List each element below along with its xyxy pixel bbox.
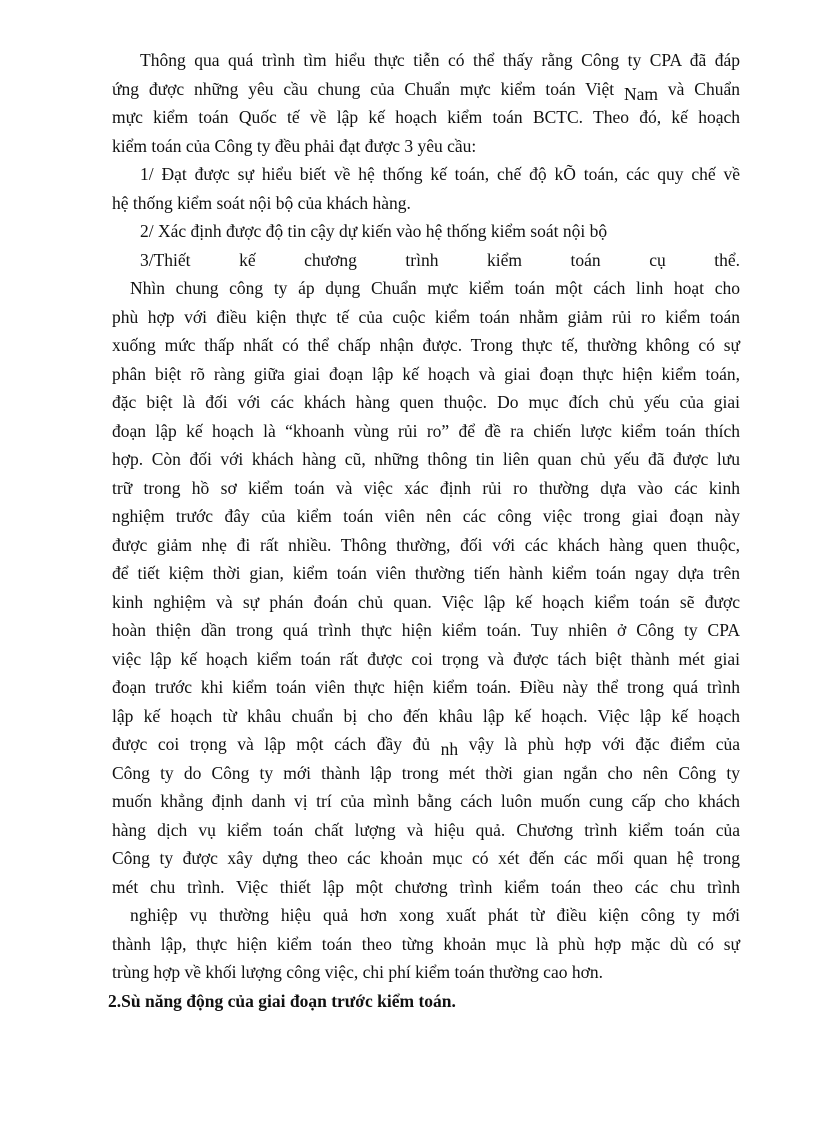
text-line: việc lập kế hoạch kiểm toán rất được coi trọng và được tách biệt thành mét giai	[112, 648, 740, 669]
text-fragment: nh	[440, 739, 459, 759]
text-line: muốn khẳng định danh vị trí của mình bằng cách luôn muốn cung cấp cho khách	[112, 791, 740, 811]
text-line: đoạn lập kế hoạch là “khoanh vùng rủi ro” để đề ra chiến lược kiểm toán thích	[112, 420, 740, 441]
text-line: hoàn thiện dần trong quá trình thực hiện kiểm toán. Tuy nhiên ở Công ty CPA	[112, 620, 740, 640]
text-line: để tiết kiệm thời gian, kiểm toán viên thường tiến hành kiểm toán ngay dựa trên	[112, 563, 740, 583]
text-line: nghiệm trước đây của kiểm toán viên nên các công việc trong giai đoạn này	[112, 506, 740, 526]
text-line: nghiệp vụ thường hiệu quả hơn xong xuất phát từ điều kiện công ty mới	[130, 905, 740, 925]
text-fragment: ứng được những yêu cầu chung của Chuẩn mực kiểm toán Việt	[112, 78, 615, 99]
text-line: 1/ Đạt được sự hiểu biết về hệ thống kế toán, chế độ kÕ toán, các quy chế về	[140, 164, 740, 184]
text-fragment: Nam	[624, 83, 659, 104]
text-line: 2/ Xác định được độ tin cậy dự kiến vào hệ thống kiểm soát nội bộ	[140, 221, 608, 241]
text-line: hệ thống kiểm soát nội bộ của khách hàng.	[112, 192, 411, 213]
text-fragment: vậy là phù hợp với đặc điểm của	[468, 734, 741, 754]
text-line: hợp. Còn đối với khách hàng cũ, những thông tin liên quan chủ yếu đã được lưu	[112, 449, 740, 469]
document-page	[108, 46, 741, 1015]
text-line: Công ty được xây dựng theo các khoản mục có xét đến các mối quan hệ trong	[112, 848, 740, 868]
text-line: hàng dịch vụ kiểm toán chất lượng và hiệu quả. Chương trình kiểm toán của	[112, 819, 740, 840]
text-line: kinh nghiệm và sự phán đoán chủ quan. Việc lập kế hoạch kiểm toán sẽ được	[112, 591, 740, 612]
text-line	[112, 730, 740, 759]
text-line	[112, 75, 740, 104]
text-fragment: được coi trọng và lập một cách đầy đủ	[112, 734, 431, 754]
text-line: thành lập, thực hiện kiểm toán theo từng khoản mục là phù hợp mặc dù có sự	[112, 933, 740, 954]
text-fragment: và Chuẩn	[667, 78, 740, 99]
text-line: mét chu trình. Việc thiết lập một chương trình kiểm toán theo các chu trình	[112, 876, 740, 897]
text-line: trùng hợp về khối lượng công việc, chi phí kiểm toán thường cao hơn.	[112, 962, 603, 982]
text-line: được giảm nhẹ đi rất nhiều. Thông thường, đối với các khách hàng quen thuộc,	[112, 534, 740, 555]
text-line: xuống mức thấp nhất có thể chấp nhận được. Trong thực tế, thường không có sự	[112, 335, 740, 355]
text-line: phù hợp với điều kiện thực tế của cuộc kiểm toán nhằm giảm rủi ro kiểm toán	[112, 306, 740, 327]
text-line: 3/Thiết kế chương trình kiểm toán cụ thể.	[140, 249, 740, 270]
text-line: đặc biệt là đối với các khách hàng quen thuộc. Do mục đích chủ yếu của giai	[112, 392, 740, 412]
text-line: kiểm toán của Công ty đều phải đạt được 3 yêu cầu:	[112, 135, 477, 156]
section-heading: 2.Sù năng động của giai đoạn trước kiểm toán.	[108, 990, 456, 1011]
text-line: mực kiểm toán Quốc tế về lập kế hoạch kiểm toán BCTC. Theo đó, kế hoạch	[112, 107, 740, 127]
text-line: Nhìn chung công ty áp dụng Chuẩn mực kiểm toán một cách linh hoạt cho	[130, 278, 740, 298]
text-line: Thông qua quá trình tìm hiểu thực tiễn có thể thấy rằng Công ty CPA đã đáp	[140, 50, 740, 70]
text-line: phân biệt rõ ràng giữa giai đoạn lập kế hoạch và giai đoạn thực hiện kiểm toán,	[112, 363, 740, 384]
text-line: trữ trong hồ sơ kiểm toán và việc xác định rủi ro thường dựa vào các kinh	[112, 477, 740, 498]
text-line: đoạn trước khi kiểm toán viên thực hiện kiểm toán. Điều này thể trong quá trình	[112, 677, 740, 697]
text-line: lập kế hoạch từ khâu chuẩn bị cho đến khâu lập kế hoạch. Việc lập kế hoạch	[112, 705, 740, 726]
text-line: Công ty do Công ty mới thành lập trong mét thời gian ngắn cho nên Công ty	[112, 762, 740, 783]
